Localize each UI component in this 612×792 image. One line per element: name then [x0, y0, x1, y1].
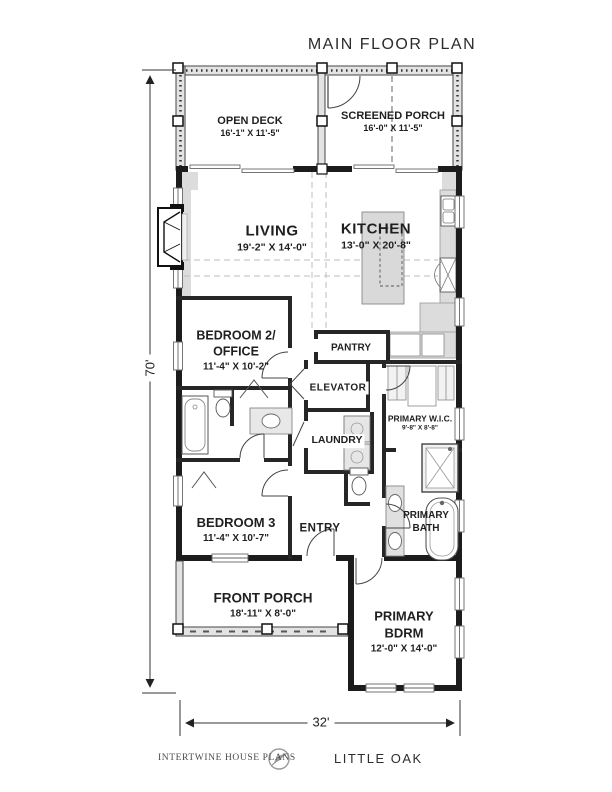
room-label-primary-wic — [388, 413, 452, 432]
room-name: PRIMARY W.I.C. — [387, 413, 453, 424]
room-dims: 12'-0" X 14'-0" — [370, 643, 438, 655]
overall-height-dimension: 70' — [143, 355, 158, 382]
room-name: PANTRY — [331, 342, 371, 354]
room-name-line2: BATH — [412, 523, 440, 534]
footer-brand-text: INTERTWINE HOUSE PLANS — [158, 753, 296, 763]
room-dims: 9'-8" X 8'-8" — [401, 424, 438, 432]
room-label-bedroom3 — [197, 515, 276, 545]
room-name-line1: BEDROOM 2/ — [196, 328, 276, 343]
room-dims: 16'-1" X 11'-5" — [220, 128, 280, 139]
hall-bath-fixtures — [182, 390, 292, 454]
room-label-pantry — [329, 342, 373, 355]
room-dims: 13'-0" X 20'-8" — [341, 238, 411, 251]
room-name-line2: BDRM — [384, 625, 424, 641]
fireplace — [158, 204, 187, 270]
room-label-open-deck — [217, 114, 282, 140]
room-label-laundry — [310, 434, 365, 448]
room-label-kitchen — [341, 219, 411, 252]
room-name-line2: OFFICE — [213, 344, 259, 359]
room-name: FRONT PORCH — [213, 590, 313, 606]
room-name: OPEN DECK — [217, 115, 283, 128]
room-label-primary-bdrm — [371, 609, 438, 656]
room-dims: 16'-0" X 11'-5" — [363, 123, 423, 134]
room-label-screened-porch — [341, 109, 445, 135]
porch-wall-post — [317, 164, 327, 174]
room-label-living — [237, 221, 307, 254]
room-label-front-porch — [214, 590, 313, 621]
room-name: BEDROOM 3 — [196, 515, 276, 531]
room-dims: 11'-4" X 10'-7" — [203, 532, 269, 544]
wic-closet — [388, 366, 454, 406]
room-label-bedroom2-office — [196, 327, 275, 373]
room-name: SCREENED PORCH — [341, 110, 445, 123]
room-dims: 18'-11" X 8'-0" — [230, 608, 296, 620]
footer-plan-name: LITTLE OAK — [334, 751, 423, 766]
room-name: LIVING — [245, 222, 299, 240]
room-label-primary-bath — [403, 509, 449, 535]
room-name: KITCHEN — [340, 220, 412, 238]
overall-width-dimension: 32' — [308, 715, 335, 730]
page-title: MAIN FLOOR PLAN — [307, 36, 477, 53]
room-label-elevator — [308, 382, 369, 395]
room-name-line1: PRIMARY — [374, 608, 434, 624]
room-name-line1: PRIMARY — [403, 510, 449, 521]
room-label-entry — [299, 522, 340, 537]
room-dims: 11'-4" X 10'-2" — [203, 360, 269, 372]
room-name: ELEVATOR — [309, 382, 367, 394]
room-dims: 19'-2" X 14'-0" — [237, 240, 307, 253]
wall-poche — [182, 172, 460, 296]
room-name: ENTRY — [299, 522, 341, 535]
room-name: LAUNDRY — [311, 434, 363, 447]
